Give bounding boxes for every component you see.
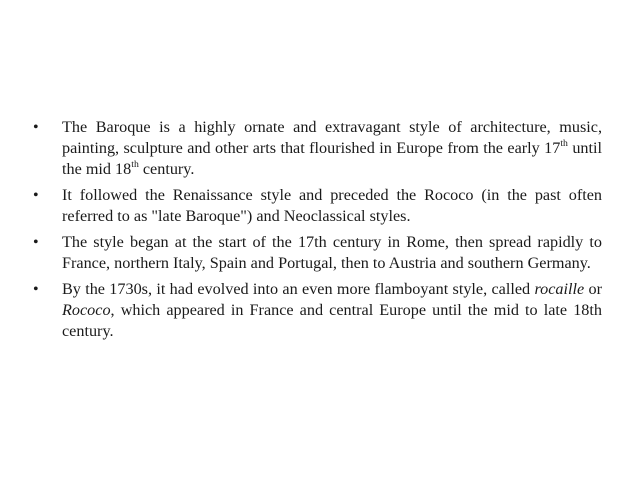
- bullet-item-rococo-evolution: [30, 279, 602, 342]
- text-segment: century.: [138, 160, 195, 178]
- bullet-text: The style began at the start of the 17th century in Rome, then spread rapidly to France, northern Italy, Spain and Portugal, then to Austria and southern Germany.: [62, 233, 602, 272]
- text-segment: By the 1730s, it had evolved into an even more flamboyant style, called: [62, 280, 535, 298]
- superscript: th: [560, 137, 568, 149]
- bullet-icon: •: [33, 119, 39, 136]
- bullet-item-spread: [30, 232, 602, 274]
- bullet-text: [62, 279, 602, 342]
- text-segment: or: [584, 280, 603, 298]
- bullet-list: [30, 117, 602, 347]
- bullet-item-renaissance-rococo: [30, 185, 602, 227]
- bullet-item-baroque-definition: [30, 117, 602, 180]
- superscript: th: [131, 158, 139, 170]
- italic-term: Rococo: [62, 301, 111, 319]
- bullet-icon: •: [33, 234, 39, 251]
- text-segment: The Baroque is a highly ornate and extravagant style of architecture, music, painting, sculpture and other arts that flourished in Europe from the early 17: [62, 118, 602, 157]
- bullet-icon: •: [33, 187, 39, 204]
- bullet-text: [62, 117, 602, 180]
- bullet-text: It followed the Renaissance style and preceded the Rococo (in the past often referred to as "late Baroque") and Neoclassical styles.: [62, 186, 602, 225]
- italic-term: rocaille: [534, 280, 585, 298]
- bullet-icon: •: [33, 281, 39, 298]
- text-segment: , which appeared in France and central Europe until the mid to late 18th century.: [62, 301, 602, 340]
- text-segment: until the mid 18: [62, 139, 602, 178]
